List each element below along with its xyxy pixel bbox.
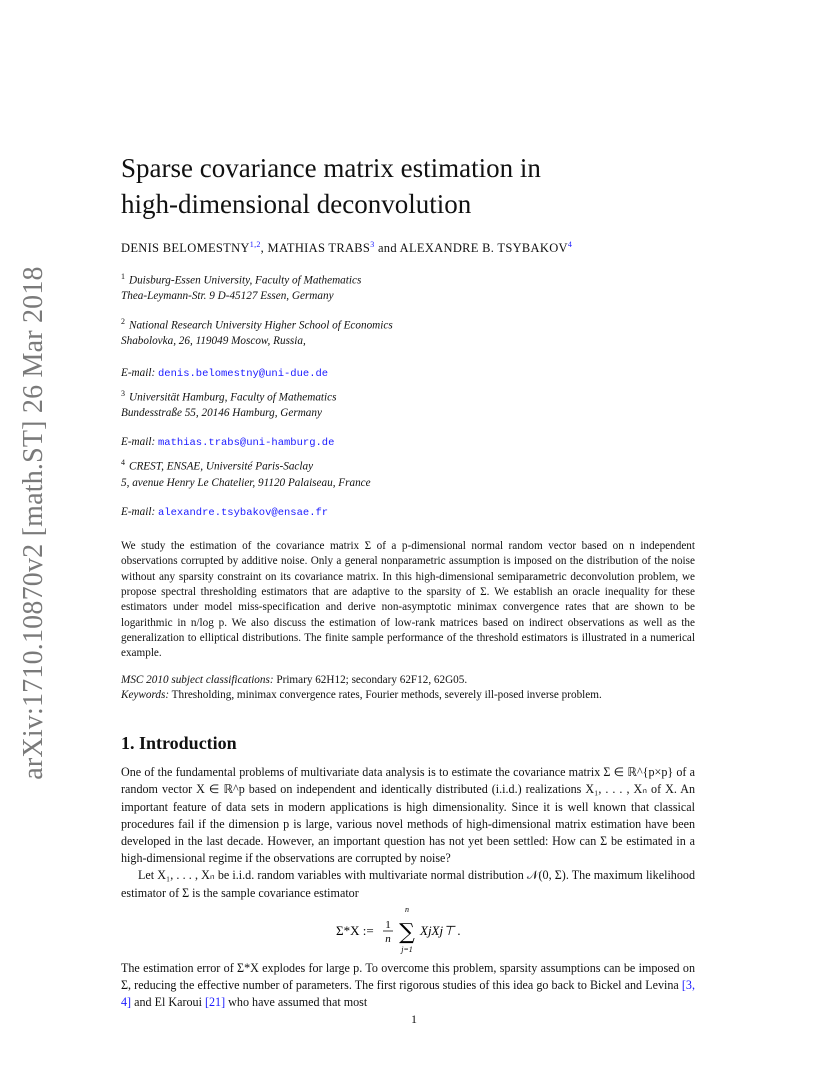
affiliation-4 [121,455,695,491]
paper-title [121,150,695,222]
affiliation-1 [121,269,695,305]
affiliation-3-line-2: Bundesstraße 55, 20146 Hamburg, Germany [121,406,322,419]
author-3-affil[interactable]: 4 [567,240,573,249]
sum-lower-limit: j=1 [401,944,413,954]
citation-el-karoui[interactable]: [21] [204,995,226,1010]
author-list: DENIS BELOMESTNY$^{1,2}$, MATHIAS TRABS$^3$ and ALEXANDRE B. TSYBAKOV$^4$ [121,240,573,256]
author-1: DENIS BELOMESTNY [121,241,250,256]
email-2-link[interactable]: mathias.trabs@uni-hamburg.de [157,437,335,450]
keywords-label: Keywords: [121,688,170,701]
equation-frac-den: n [385,932,391,945]
equation-lhs: Σ*X := [336,922,374,938]
title-line-1: Sparse covariance matrix estimation in [121,153,541,183]
email-label: E-mail: [121,506,156,519]
affiliation-2-line-1: National Research University Higher School of Economics [129,319,393,332]
para3-text-c: who have assumed that most [228,995,368,1010]
affiliation-1-line-2: Thea-Leymann-Str. 9 D-45127 Essen, Germany [121,290,334,303]
affiliation-2-num: 2 [121,316,125,326]
paper-page [121,150,695,1011]
intro-paragraph-2: Let X₁, . . . , Xₙ be i.i.d. random variables with multivariate normal distribution 𝒩(0, Σ). The maximum likelihood estimator of Σ is the sample covariance estimator [121,868,695,900]
classification-block [121,673,695,704]
author-2-affil[interactable]: 3 [370,240,375,249]
title-line-2: high-dimensional deconvolution [121,189,472,219]
equation-term: XjXj⊤ . [420,922,461,938]
affiliation-3 [121,386,695,422]
summation-sign: ∑ [399,919,415,945]
affiliation-4-num: 4 [121,458,125,468]
sum-upper-limit: n [405,904,409,914]
arxiv-identifier-stamp [14,265,54,780]
section-heading: 1. Introduction [121,733,237,754]
email-label: E-mail: [121,436,156,449]
affiliation-2-line-2: Shabolovka, 26, 119049 Moscow, Russia, [121,335,306,348]
email-1-line [121,367,695,380]
keywords-text: Thresholding, minimax convergence rates, Fourier methods, severely ill-posed inverse problem. [171,688,602,701]
equation-graphic [308,902,508,960]
email-3-link[interactable]: alexandre.tsybakov@ensae.fr [157,507,329,520]
email-2-line [121,436,695,449]
para3-text-b: and El Karoui [134,995,202,1010]
author-1-affil[interactable]: 1,2 [249,240,261,249]
intro-paragraph-3 [121,960,695,1012]
para3-text-a: The estimation error of Σ*X explodes for large p. To overcome this problem, sparsity assumptions can be imposed on Σ, reducing the effective number of parameters. The first rigorous studies of this idea go back to Bickel and Levina [121,960,695,993]
email-1-link[interactable]: denis.belomestny@uni-due.de [157,367,329,380]
affiliation-2 [121,314,695,350]
msc-text: Primary 62H12; secondary 62F12, 62G05. [276,673,468,686]
intro-paragraph-1: One of the fundamental problems of multivariate data analysis is to estimate the covariance matrix Σ ∈ ℝ^{p×p} of a random vector X ∈ ℝ^p based on independent and identically distributed (i.i.d.) realizations X₁, . . . , Xₙ of X. An important feature of data sets in modern applications is high dimensionality. Since it is well known that classical procedures fail if the dimension p is large, various novel methods of high-dimensional matrix estimation have been developed in the last decade. However, an important question has not yet been settled: How can Σ be estimated in a high-dimensional regime if the observations are corrupted by noise? [121,765,695,866]
affiliation-1-num: 1 [121,272,125,282]
author-3: ALEXANDRE B. TSYBAKOV [399,241,568,256]
citation-bickel-levina[interactable]: [3, 4] [121,978,695,1010]
arxiv-identifier: arXiv:1710.10870v2 [math.ST] 26 Mar 2018 [18,265,49,780]
affiliation-4-line-1: CREST, ENSAE, Université Paris-Saclay [129,461,314,474]
email-3-line [121,506,695,519]
affiliation-4-line-2: 5, avenue Henry Le Chatelier, 91120 Palaiseau, France [121,476,371,489]
display-equation [121,902,695,960]
and-word: and [377,241,397,256]
author-2: MATHIAS TRABS [267,241,371,256]
page-number: 1 [411,1012,417,1026]
email-label: E-mail: [121,366,156,379]
msc-label: MSC 2010 subject classifications: [121,673,274,686]
affiliation-1-line-1: Duisburg-Essen University, Faculty of Mathematics [129,274,362,287]
affiliation-3-line-1: Universität Hamburg, Faculty of Mathematics [129,391,337,404]
affiliation-3-num: 3 [121,388,125,398]
abstract: We study the estimation of the covariance matrix Σ of a p-dimensional normal random vector based on n independent observations corrupted by additive noise. Only a general nonparametric assumption is imposed on the distribution of the noise without any sparsity constraint on its covariance matrix. In this high-dimensional semiparametric deconvolution problem, we propose spectral thresholding estimators that are adaptive to the sparsity of Σ. We establish an oracle inequality for these estimators under model miss-specification and derive non-asymptotic minimax convergence rates that are shown to be logarithmic in n/log p. We also discuss the estimation of low-rank matrices based on indirect observations as well as the generalization to elliptical distributions. The finite sample performance of the threshold estimators is illustrated in a numerical example. [121,540,695,660]
equation-frac-num: 1 [385,918,391,931]
